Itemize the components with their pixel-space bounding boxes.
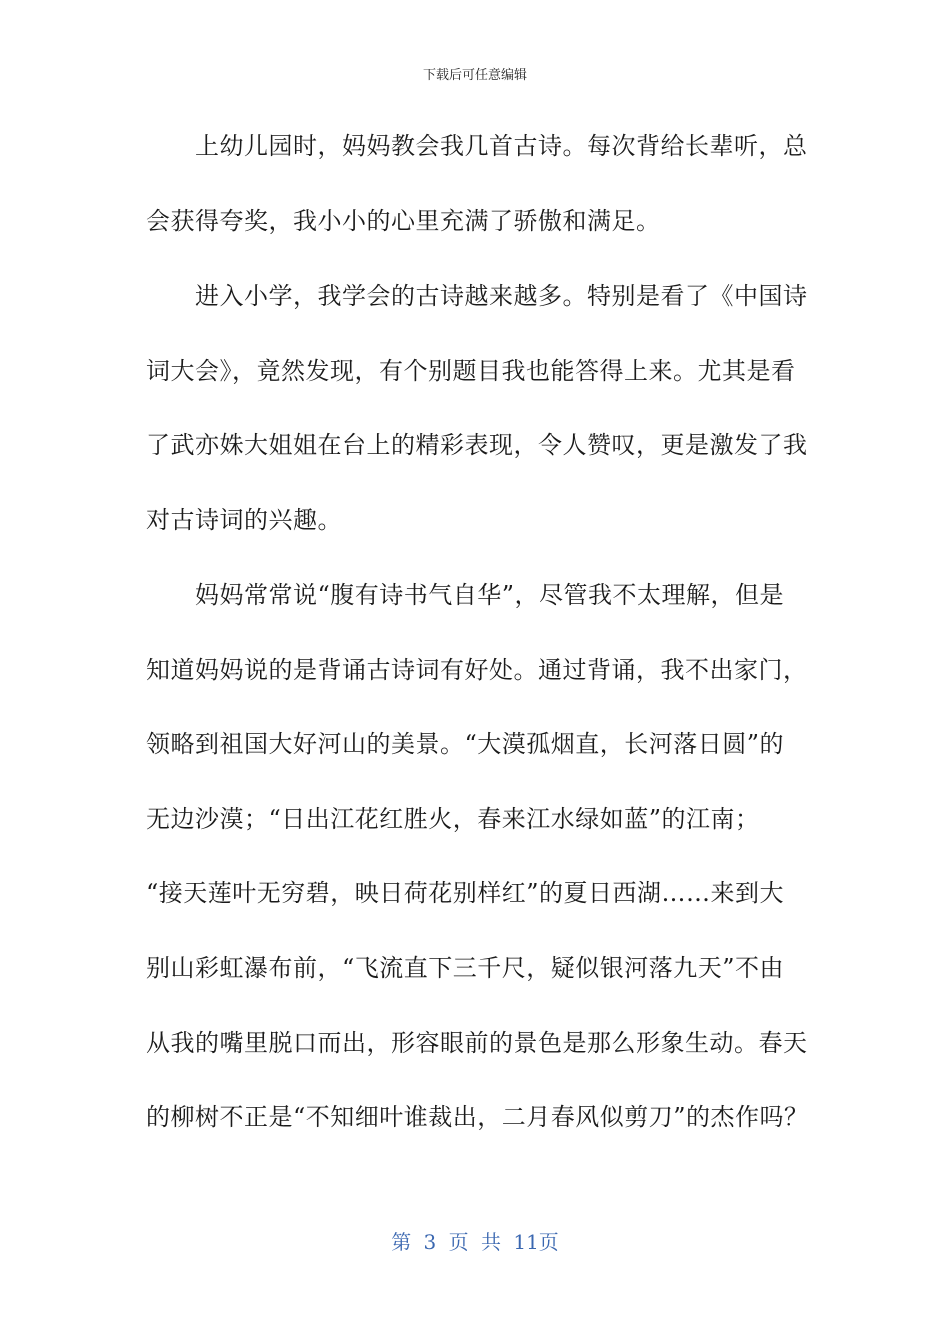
text-line: 妈妈常常说“腹有诗书气自华”，尽管我不太理解，但是 [146, 581, 785, 609]
text-line: 无边沙漠；“日出江花红胜火，春来江水绿如蓝”的江南； [146, 805, 760, 833]
text-line: “接天莲叶无穷碧，映日荷花别样红”的夏日西湖……来到大 [146, 879, 785, 907]
text-line: 知道妈妈说的是背诵古诗词有好处。通过背诵，我不出家门， [146, 656, 808, 684]
text-line: 上幼儿园时，妈妈教会我几首古诗。每次背给长辈听，总 [146, 132, 808, 160]
text-line: 领略到祖国大好河山的美景。“大漠孤烟直，长河落日圆”的 [146, 730, 785, 758]
text-line: 进入小学，我学会的古诗越来越多。特别是看了《中国诗 [146, 282, 808, 310]
text-line: 词大会》，竟然发现，有个别题目我也能答得上来。尤其是看 [146, 357, 796, 385]
page-header: 下载后可任意编辑 [422, 68, 527, 83]
page-number-footer: 第 3 页 共 11页 [391, 1230, 559, 1254]
text-line: 从我的嘴里脱口而出，形容眼前的景色是那么形象生动。春天 [146, 1029, 808, 1057]
text-line: 会获得夸奖，我小小的心里充满了骄傲和满足。 [146, 207, 661, 235]
text-line: 别山彩虹瀑布前，“飞流直下三千尺，疑似银河落九天”不由 [146, 954, 785, 982]
text-line: 对古诗词的兴趣。 [146, 506, 342, 534]
text-line: 的柳树不正是“不知细叶谁裁出，二月春风似剪刀”的杰作吗？ [146, 1103, 809, 1131]
text-line: 了武亦姝大姐姐在台上的精彩表现，令人赞叹，更是激发了我 [146, 431, 808, 459]
